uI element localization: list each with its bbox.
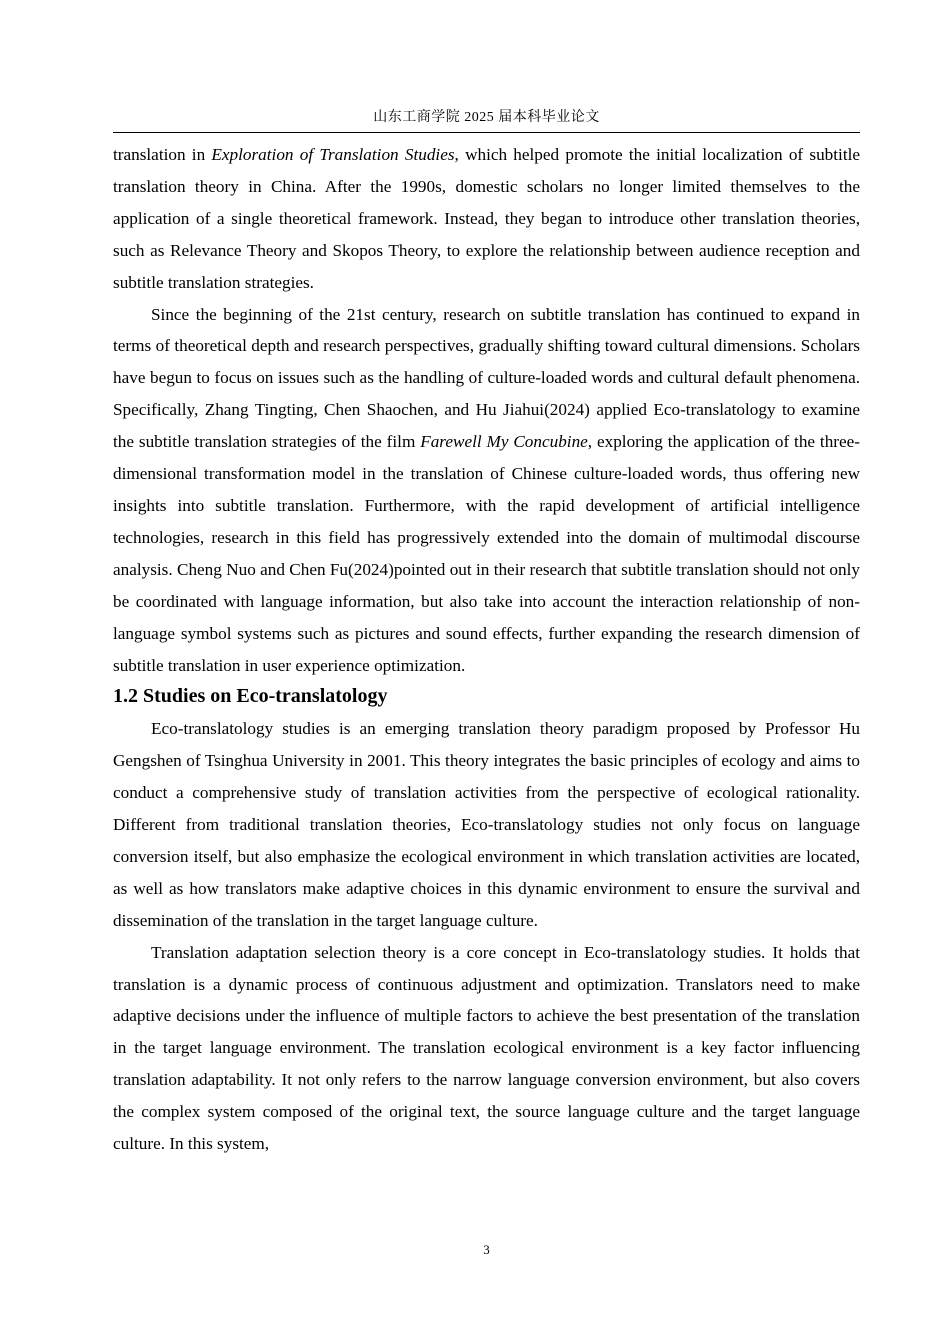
- body-text: [113, 139, 860, 1160]
- paragraph: Eco-translatology studies is an emerging translation theory paradigm proposed by Professor Hu Gengshen of Tsinghua University in 2001. This theory integrates the basic principles of ecology and aims to conduct a comprehensive study of translation activities from the perspective of ecological rationality. Different from traditional translation theories, Eco-translatology studies not only focus on language conversion itself, but also emphasize the ecological environment in which translation activities are located, as well as how translators make adaptive choices in this dynamic environment to ensure the survival and dissemination of the translation in the target language culture.: [113, 719, 860, 930]
- film-title-italic: Farewell My Concubine: [420, 432, 588, 452]
- paragraph: [113, 139, 860, 299]
- paragraph: [113, 299, 860, 682]
- page-number: 3: [483, 1242, 490, 1257]
- paragraph: Translation adaptation selection theory is a core concept in Eco-translatology studies. It holds that translation is a dynamic process of continuous adjustment and optimization. Translators need to make adaptive decisions under the influence of multiple factors to achieve the best presentation of the translation in the target language environment. The translation ecological environment is a key factor influencing translation adaptability. It not only refers to the narrow language conversion environment, but also covers the complex system composed of the original text, the source language culture and the target language culture. In this system,: [113, 942, 860, 1154]
- paragraph-text: Since the beginning of the 21st century, research on subtitle translation has continued to expand in terms of theoretical depth and research perspectives, gradually shifting toward cultural dimensions. Scholars have begun to focus on issues such as the handling of culture-loaded words and cultural default phenomena. Specifically, Zhang Tingting, Chen Shaochen, and Hu Jiahui(2024) applied Eco-translatology to examine the subtitle translation strategies of the film: [113, 304, 860, 452]
- paragraph-text: , exploring the application of the three-dimensional transformation model in the translation of Chinese culture-loaded words, thus offering new insights into subtitle translation. Furthermore, with the rapid development of artificial intelligence technologies, research in this field has progressively extended into the domain of multimodal discourse analysis. Cheng Nuo and Chen Fu(2024)pointed out in their research that subtitle translation should not only be coordinated with language information, but also take into account the interaction relationship of non-language symbol systems such as pictures and sound effects, further expanding the research dimension of subtitle translation in user experience optimization.: [113, 432, 861, 675]
- header-divider: [113, 132, 860, 133]
- section-heading: 1.2 Studies on Eco-translatology: [113, 685, 388, 708]
- running-header: 山东工商学院 2025 届本科毕业论文: [373, 110, 600, 125]
- book-title-italic: Exploration of Translation Studies: [211, 145, 455, 164]
- paragraph-text: , which helped promote the initial localization of subtitle translation theory in China. After the 1990s, domestic scholars no longer limited themselves to the application of a single theoretical framework. Instead, they began to introduce other translation theories, such as Relevance Theory and Skopos Theory, to explore the relationship between audience reception and subtitle translation strategies.: [113, 145, 860, 292]
- paragraph-text: translation in: [113, 145, 212, 164]
